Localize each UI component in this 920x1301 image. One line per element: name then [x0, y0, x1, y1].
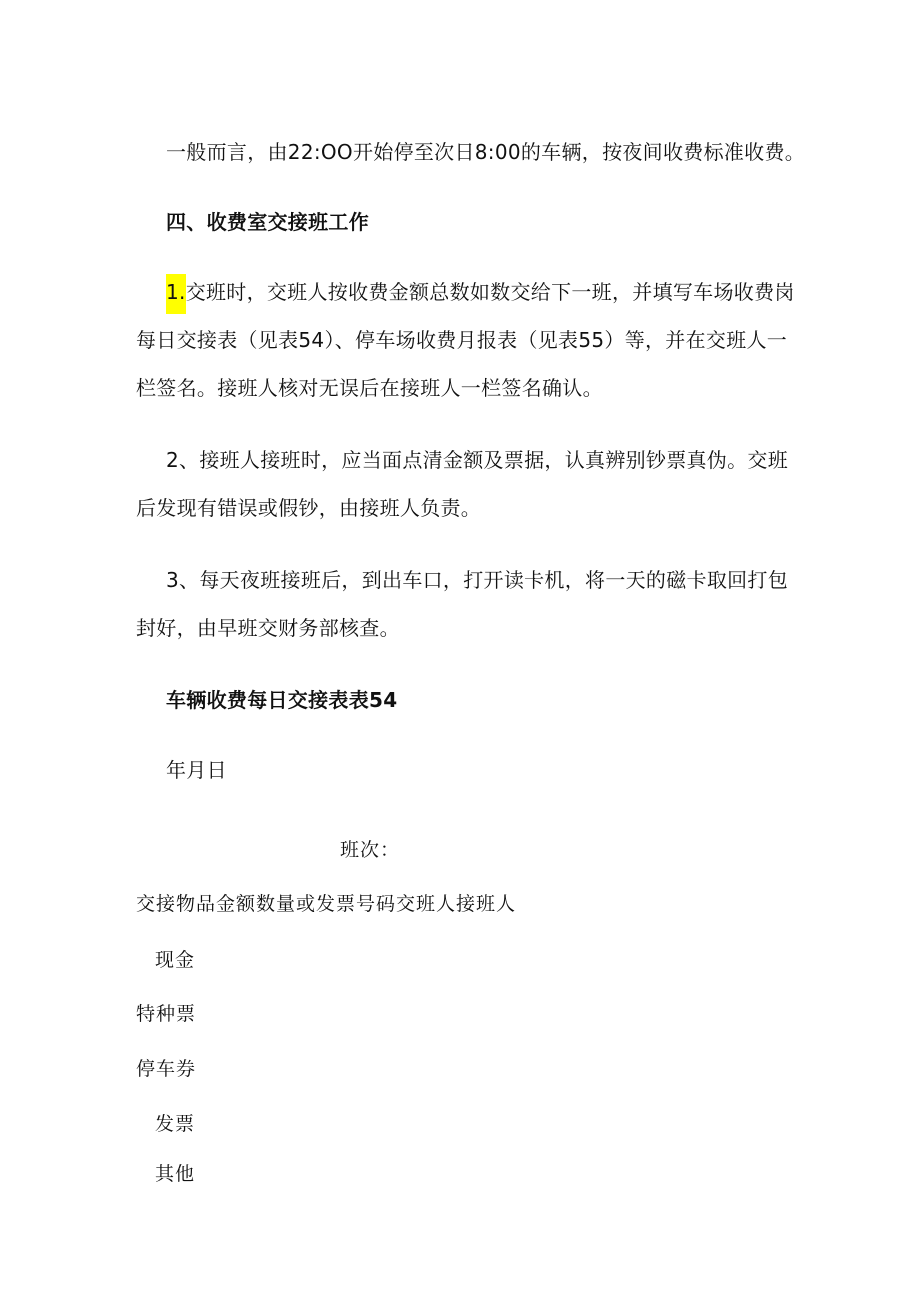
date-line: 年月日	[166, 758, 227, 782]
item2-line2: 后发现有错误或假钞，由接班人负责。	[136, 496, 482, 520]
intro-paragraph: 一般而言，由22:OO开始停至次日8:00的车辆，按夜间收费标准收费。	[166, 140, 806, 164]
table-row-invoice: 发票	[155, 1113, 196, 1135]
item1-line2: 每日交接表（见表54）、停车场收费月报表（见表55）等，并在交班人一	[136, 328, 788, 352]
item3-line1: 3、每天夜班接班后，到出车口，打开读卡机，将一天的磁卡取回打包	[166, 568, 789, 592]
item1-number-highlight: 1.	[166, 274, 186, 314]
shift-label: 班次：	[340, 839, 401, 861]
item2-line1: 2、接班人接班时，应当面点清金额及票据，认真辨别钞票真伪。交班	[166, 448, 789, 472]
item1-line1-text: 交班时，交班人按收费金额总数如数交给下一班，并填写车场收费岗	[185, 280, 795, 304]
table-row-special-ticket: 特种票	[136, 1003, 197, 1025]
table-header: 交接物品金额数量或发票号码交班人接班人	[136, 893, 517, 915]
item1-line1	[166, 278, 795, 314]
table-row-other: 其他	[155, 1163, 196, 1185]
item3-line2: 封好，由早班交财务部核查。	[136, 616, 400, 640]
table-row-cash: 现金	[155, 949, 196, 971]
table-row-parking-coupon: 停车券	[136, 1058, 197, 1080]
section-heading-4: 四、收费室交接班工作	[166, 210, 369, 234]
table-title: 车辆收费每日交接表表54	[166, 688, 398, 712]
item1-line3: 栏签名。接班人核对无误后在接班人一栏签名确认。	[136, 376, 603, 400]
